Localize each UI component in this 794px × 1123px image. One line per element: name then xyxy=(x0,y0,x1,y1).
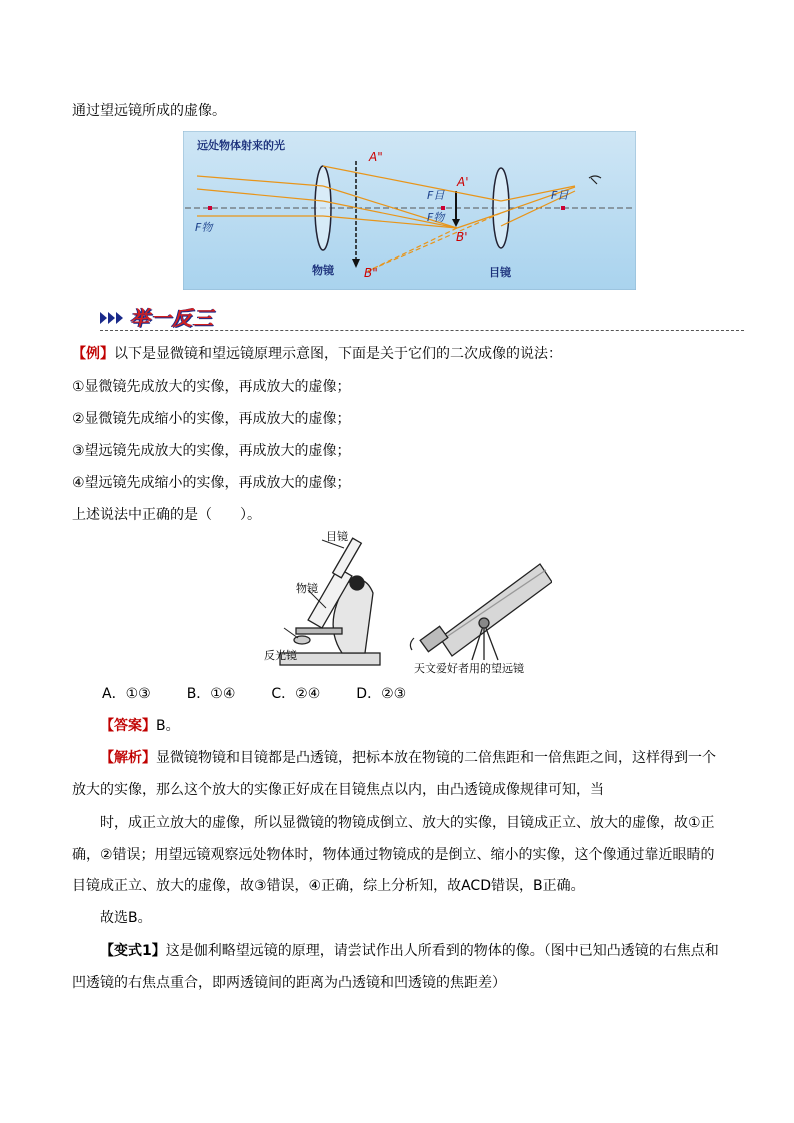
statement-4: ④望远镜先成缩小的实像，再成放大的虚像； xyxy=(72,475,351,491)
statement-1: ①显微镜先成放大的实像，再成放大的虚像； xyxy=(72,379,351,395)
svg-text:目镜: 目镜 xyxy=(326,530,348,543)
analysis-line-3: 时，成正立放大的虚像，所以显微镜的物镜成倒立、放大的实像，目镜成正立、放大的虚像，故①正 xyxy=(100,815,715,831)
eye-icon xyxy=(410,638,414,650)
svg-text:物镜: 物镜 xyxy=(296,582,318,595)
choice-c: C．②④ xyxy=(271,686,321,702)
example-tag: 【例】 xyxy=(72,346,114,362)
triple-chevron-icon xyxy=(100,308,130,330)
section-banner xyxy=(100,302,240,330)
answer-line xyxy=(100,716,180,736)
analysis-line-4: 确，②错误；用望远镜观察远处物体时，物体通过物镜成的是倒立、缩小的实像，这个像通过靠近眼睛的 xyxy=(72,847,715,863)
banner-title: 举一反三 xyxy=(130,306,214,330)
choice-a: A．①③ xyxy=(102,686,151,702)
variant-tag: 【变式1】 xyxy=(100,943,166,959)
example-question: 【例】以下是显微镜和望远镜原理示意图，下面是关于它们的二次成像的说法： xyxy=(72,346,562,362)
eyepiece-lens xyxy=(493,168,509,248)
svg-text:F物: F物 xyxy=(427,211,445,224)
svg-text:F目: F目 xyxy=(551,189,569,202)
analysis-line-5: 目镜成正立、放大的虚像，故③错误，④正确，综上分析知，故ACD错误，B正确。 xyxy=(72,878,585,894)
choice-d: D．②③ xyxy=(356,686,407,702)
answer-tag: 【答案】 xyxy=(100,718,156,734)
variant-line-2: 凹透镜的右焦点重合，即两透镜间的距离为凸透镜和凹透镜的焦距差） xyxy=(72,975,506,991)
analysis-conclusion: 故选B。 xyxy=(100,910,152,926)
svg-text:物镜: 物镜 xyxy=(312,264,334,277)
svg-text:B": B" xyxy=(364,266,378,280)
svg-text:A': A' xyxy=(457,175,469,189)
analysis-line-1: 【解析】显微镜物镜和目镜都是凸透镜，把标本放在物镜的二倍焦距和一倍焦距之间，这样得到一个 xyxy=(100,750,716,766)
svg-text:反光镜: 反光镜 xyxy=(264,649,297,662)
statement-3: ③望远镜先成放大的实像，再成放大的虚像； xyxy=(72,443,351,459)
analysis-line-2: 放大的实像，那么这个放大的实像正好成在目镜焦点以内，由凸透镜成像规律可知，当 xyxy=(72,782,604,798)
section-divider xyxy=(100,330,744,331)
objective-lens xyxy=(315,166,331,250)
variant-line-1: 【变式1】这是伽利略望远镜的原理，请尝试作出人所看到的物体的像。（图中已知凸透镜的右焦点和 xyxy=(100,943,719,959)
svg-text:A": A" xyxy=(369,150,383,164)
answer-text: B。 xyxy=(156,718,180,734)
intro-text: 通过望远镜所成的虚像。 xyxy=(72,103,226,119)
svg-text:目镜: 目镜 xyxy=(489,266,511,279)
svg-text:F目: F目 xyxy=(427,189,445,202)
fig1-caption: 远处物体射来的光 xyxy=(197,139,285,152)
telescope-ray-diagram xyxy=(183,131,636,290)
statement-2: ②显微镜先成缩小的实像，再成放大的虚像； xyxy=(72,411,351,427)
analysis-tag: 【解析】 xyxy=(100,750,156,766)
question-prompt: 上述说法中正确的是（ ）。 xyxy=(72,507,261,523)
choice-b: B．①④ xyxy=(186,686,236,702)
microscope-telescope-figure xyxy=(262,528,552,676)
svg-text:天文爱好者用的望远镜: 天文爱好者用的望远镜 xyxy=(414,662,524,675)
svg-text:B': B' xyxy=(456,230,468,244)
answer-choices xyxy=(102,684,442,704)
svg-text:F物: F物 xyxy=(195,221,213,234)
